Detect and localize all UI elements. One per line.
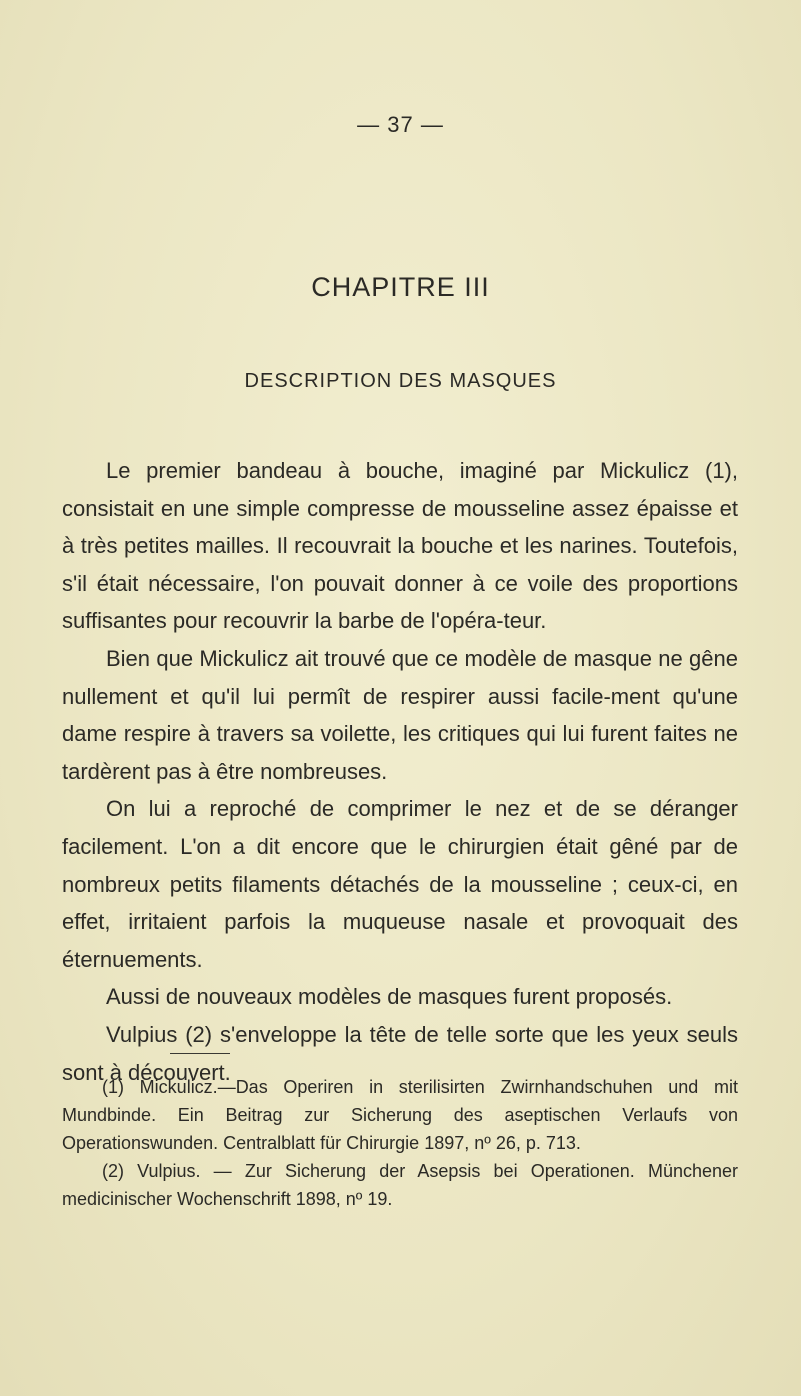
paragraph: On lui a reproché de comprimer le nez et de se déranger facilement. L'on a dit encore que le chirurgien était gêné par de nombreux petits filaments détachés de la mousseline ; ceux-ci, en effet, irritaient parfois la muqueuse nasale et provoquait des éternuements. xyxy=(62,796,738,972)
paragraph: Bien que Mickulicz ait trouvé que ce modèle de masque ne gêne nullement et qu'il lui permît de respirer aussi facile-ment qu'une dame respire à travers sa voilette, les critiques qui lui furent faites ne tardèrent pas à être nombreuses. xyxy=(62,645,738,784)
section-title: DESCRIPTION DES MASQUES xyxy=(244,370,557,392)
footnotes xyxy=(62,1073,738,1213)
page-number: — 37 — xyxy=(357,112,444,137)
body-text xyxy=(62,452,738,1091)
footnote: (2) Vulpius. — Zur Sicherung der Asepsis bei Operationen. Münchener medicinischer Wochenschrift 1898, nº 19. xyxy=(62,1161,738,1209)
chapter-title: CHAPITRE III xyxy=(311,272,490,302)
footnote-separator xyxy=(170,1053,230,1054)
footnote: (1) Mickulicz.—Das Operiren in sterilisirten Zwirnhandschuhen und mit Mundbinde. Ein Beitrag zur Sicherung des aseptischen Verlaufs von Operationswunden. Centralblatt für Chirurgie 1897, nº 26, p. 713. xyxy=(62,1077,738,1153)
paragraph: Vulpius (2) s'enveloppe la tête de telle sorte que les yeux seuls sont à découvert. xyxy=(62,1021,738,1085)
paragraph: Le premier bandeau à bouche, imaginé par Mickulicz (1), consistait en une simple compresse de mousseline assez épaisse et à très petites mailles. Il recouvrait la bouche et les narines. Toutefois, s'il était nécessaire, l'on pouvait donner à ce voile des proportions suffisantes pour recouvrir la barbe de l'opéra-teur. xyxy=(62,458,738,634)
paragraph: Aussi de nouveaux modèles de masques furent proposés. xyxy=(106,984,673,1010)
